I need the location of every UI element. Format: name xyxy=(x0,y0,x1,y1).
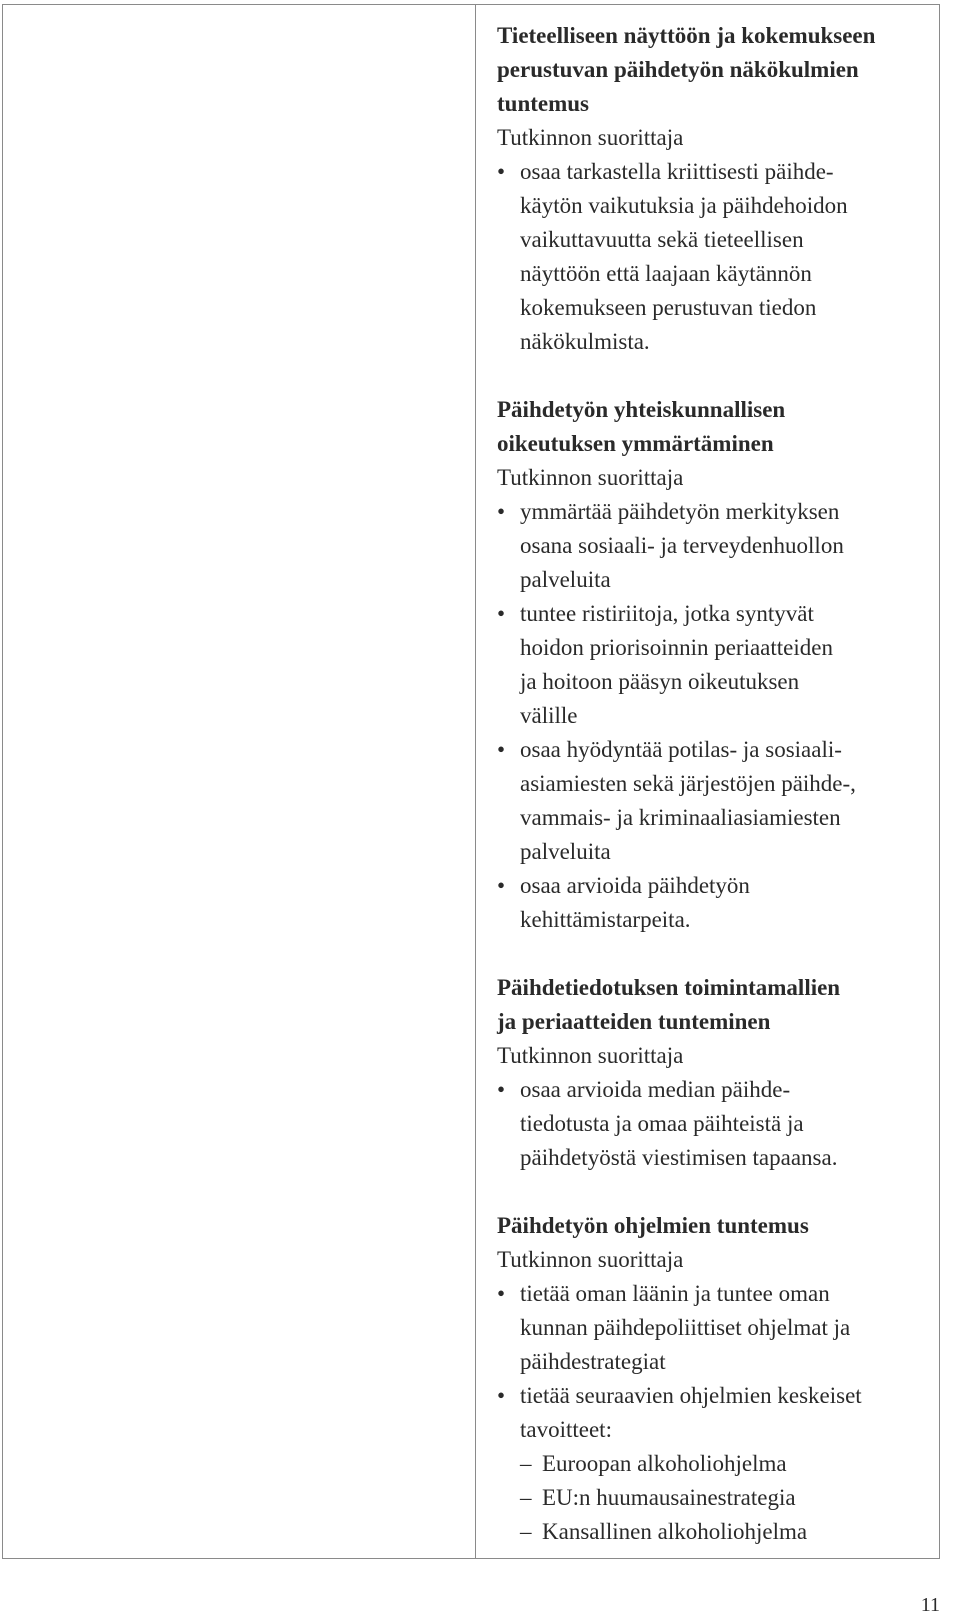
dash-list-item xyxy=(520,1481,937,1515)
bullet-icon: • xyxy=(497,159,506,184)
list-item-line: ymmärtää päihdetyön merkityksen xyxy=(520,499,840,524)
list-item-line: kehittämistarpeita. xyxy=(520,907,691,932)
list-item-line: päihdestrategiat xyxy=(520,1349,666,1374)
bullet-icon: • xyxy=(497,601,506,626)
section-intro: Tutkinnon suorittaja xyxy=(497,1043,684,1068)
section xyxy=(497,19,937,359)
section xyxy=(497,1209,937,1549)
list-item-line: kunnan päihdepoliittiset ohjelmat ja xyxy=(520,1315,851,1340)
bullet-list xyxy=(497,495,937,937)
section-intro: Tutkinnon suorittaja xyxy=(497,125,684,150)
bullet-icon: • xyxy=(497,1383,506,1408)
section xyxy=(497,971,937,1175)
list-item-line: tiedotusta ja omaa päihteistä ja xyxy=(520,1111,804,1136)
list-item-line: ja hoitoon pääsyn oikeutuksen xyxy=(520,669,800,694)
right-column-content xyxy=(497,19,937,1549)
list-item xyxy=(497,1277,937,1379)
bullet-icon: • xyxy=(497,1077,506,1102)
sub-list-container xyxy=(497,1447,937,1549)
list-item-line: vaikuttavuutta sekä tieteellisen xyxy=(520,227,804,252)
section-intro: Tutkinnon suorittaja xyxy=(497,1247,684,1272)
dash-list-item-label: EU:n huumausainestrategia xyxy=(542,1485,796,1510)
dash-list-item xyxy=(520,1515,937,1549)
list-item-line: käytön vaikutuksia ja päihdehoidon xyxy=(520,193,848,218)
two-column-table xyxy=(2,4,940,1559)
section-title-line: oikeutuksen ymmärtäminen xyxy=(497,431,774,456)
list-item-line: asiamiesten sekä järjestöjen päihde-, xyxy=(520,771,856,796)
list-item xyxy=(497,869,937,937)
bullet-icon: • xyxy=(497,737,506,762)
list-item-line: palveluita xyxy=(520,839,611,864)
section-title xyxy=(497,19,937,121)
section-title xyxy=(497,393,937,461)
list-item xyxy=(497,1379,937,1447)
bullet-icon: • xyxy=(497,499,506,524)
list-item xyxy=(497,733,937,869)
dash-icon: – xyxy=(520,1519,532,1544)
list-item xyxy=(497,155,937,359)
column-divider xyxy=(475,5,476,1558)
list-item-line: osaa tarkastella kriittisesti päihde- xyxy=(520,159,834,184)
list-item-line: osaa arvioida median päihde- xyxy=(520,1077,791,1102)
section-title-line: Päihdetiedotuksen toimintamallien xyxy=(497,975,841,1000)
dash-list-item xyxy=(520,1447,937,1481)
bullet-icon: • xyxy=(497,1281,506,1306)
section-title-line: Tieteelliseen näyttöön ja kokemukseen xyxy=(497,23,876,48)
list-item-line: välille xyxy=(520,703,578,728)
list-item-line: vammais- ja kriminaaliasiamiesten xyxy=(520,805,841,830)
list-item-line: tietää oman läänin ja tuntee oman xyxy=(520,1281,830,1306)
list-item-line: osaa arvioida päihdetyön xyxy=(520,873,750,898)
section-title-line: tuntemus xyxy=(497,91,590,116)
section-title xyxy=(497,1209,937,1243)
dash-list xyxy=(497,1447,937,1549)
bullet-icon: • xyxy=(497,873,506,898)
section-intro: Tutkinnon suorittaja xyxy=(497,465,684,490)
list-item-line: päihdetyöstä viestimisen tapaansa. xyxy=(520,1145,838,1170)
section-title-line: ja periaatteiden tunteminen xyxy=(497,1009,771,1034)
list-item-line: näyttöön että laajaan käytännön xyxy=(520,261,812,286)
bullet-list xyxy=(497,155,937,359)
list-item-line: näkökulmista. xyxy=(520,329,650,354)
section-title-line: Päihdetyön ohjelmien tuntemus xyxy=(497,1213,809,1238)
dash-icon: – xyxy=(520,1485,532,1510)
list-item-line: tavoitteet: xyxy=(520,1417,612,1442)
list-item-line: tuntee ristiriitoja, jotka syntyvät xyxy=(520,601,814,626)
section-title xyxy=(497,971,937,1039)
dash-icon: – xyxy=(520,1451,532,1476)
list-item-line: tietää seuraavien ohjelmien keskeiset xyxy=(520,1383,862,1408)
list-item-line: osana sosiaali- ja terveydenhuollon xyxy=(520,533,844,558)
section xyxy=(497,393,937,937)
section-title-line: Päihdetyön yhteiskunnallisen xyxy=(497,397,786,422)
list-item-line: palveluita xyxy=(520,567,611,592)
dash-list-item-label: Kansallinen alkoholiohjelma xyxy=(542,1519,808,1544)
page-number: 11 xyxy=(920,1594,940,1616)
list-item xyxy=(497,495,937,597)
section-title-line: perustuvan päihdetyön näkökulmien xyxy=(497,57,859,82)
dash-list-item-label: Euroopan alkoholiohjelma xyxy=(542,1451,787,1476)
list-item-line: hoidon priorisoinnin periaatteiden xyxy=(520,635,833,660)
list-item-line: osaa hyödyntää potilas- ja sosiaali- xyxy=(520,737,842,762)
list-item-line: kokemukseen perustuvan tiedon xyxy=(520,295,817,320)
bullet-list xyxy=(497,1277,937,1549)
list-item xyxy=(497,597,937,733)
list-item xyxy=(497,1073,937,1175)
bullet-list xyxy=(497,1073,937,1175)
